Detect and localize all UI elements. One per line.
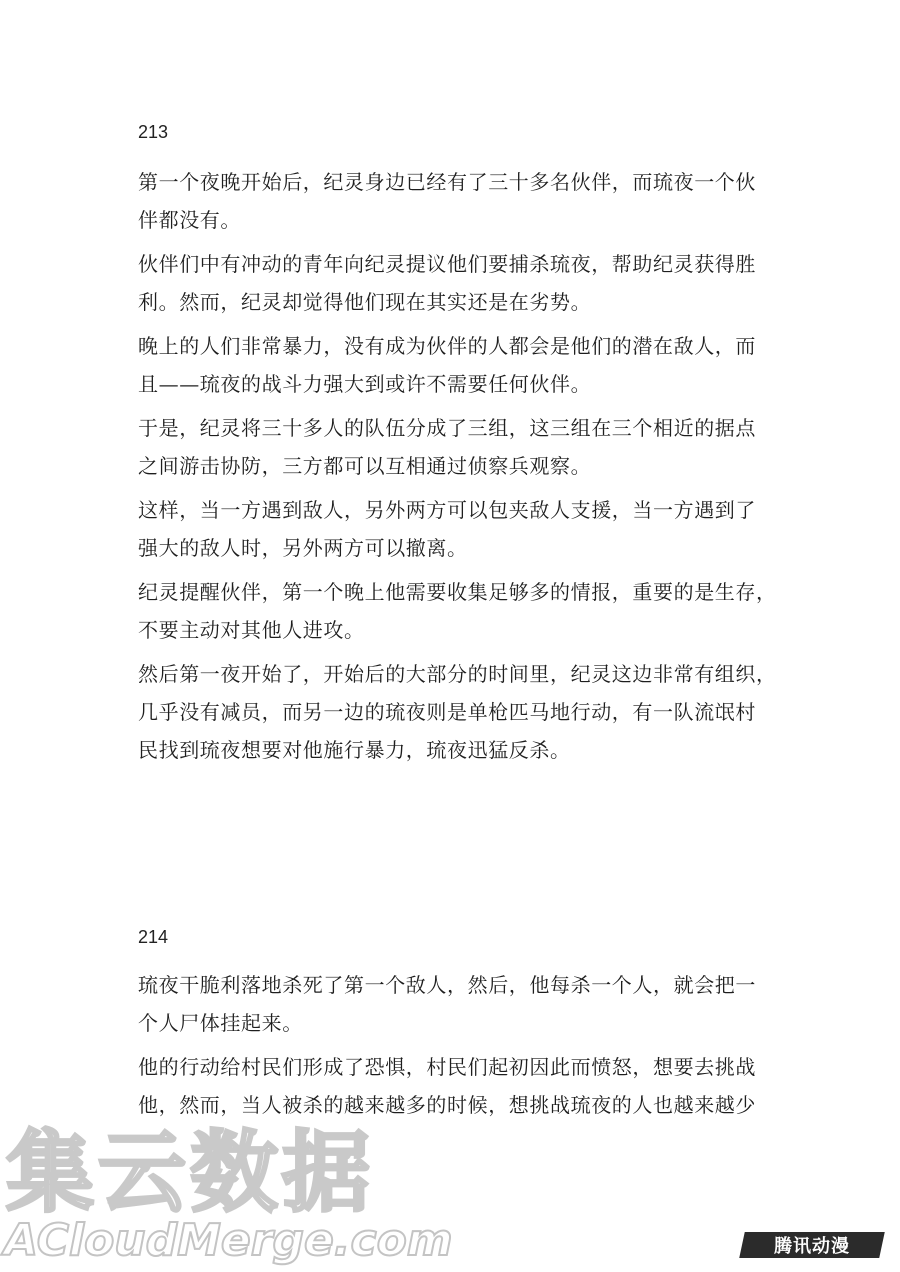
chapter-number: 214 (138, 927, 169, 947)
text-line: 纪灵提醒伙伴，第一个晚上他需要收集足够多的情报，重要的是生存， (138, 580, 777, 604)
text-line: 不要主动对其他人进攻。 (138, 618, 365, 642)
text-line: 他，然而，当人被杀的越来越多的时候，想挑战琉夜的人也越来越少 (138, 1093, 756, 1117)
watermark-logo (0, 1121, 453, 1272)
text-line: 之间游击协防，三方都可以互相通过侦察兵观察。 (138, 454, 592, 478)
text-line: 晚上的人们非常暴力，没有成为伙伴的人都会是他们的潜在敌人，而 (138, 334, 756, 358)
text-line: 伴都没有。 (138, 208, 241, 232)
paragraph (138, 327, 778, 403)
text-line: 然后第一夜开始了，开始后的大部分的时间里，纪灵这边非常有组织， (138, 662, 777, 686)
paragraph (138, 573, 778, 649)
paragraph (138, 655, 778, 769)
text-line: 于是，纪灵将三十多人的队伍分成了三组，这三组在三个相近的据点 (138, 416, 756, 440)
paragraph (138, 1048, 778, 1124)
text-line: 这样，当一方遇到敌人，另外两方可以包夹敌人支援，当一方遇到了 (138, 498, 756, 522)
paragraph (138, 491, 778, 567)
watermark-subtitle: ACloudMerge.com (4, 1215, 453, 1266)
paragraph (138, 245, 778, 321)
tencent-comic-logo-text: 腾讯动漫 (774, 1236, 850, 1257)
text-line: 伙伴们中有冲动的青年向纪灵提议他们要捕杀琉夜，帮助纪灵获得胜 (138, 252, 756, 276)
paragraph (138, 163, 778, 239)
text-line: 民找到琉夜想要对他施行暴力，琉夜迅猛反杀。 (138, 738, 571, 762)
chapter-section-213 (138, 121, 778, 769)
text-line: 第一个夜晚开始后，纪灵身边已经有了三十多名伙伴，而琉夜一个伙 (138, 170, 756, 194)
tencent-comic-logo (739, 1232, 885, 1258)
text-line: 且——琉夜的战斗力强大到或许不需要任何伙伴。 (138, 372, 592, 396)
chapter-section-214 (138, 926, 778, 1124)
text-line: 他的行动给村民们形成了恐惧，村民们起初因此而愤怒，想要去挑战 (138, 1055, 756, 1079)
chapter-number: 213 (138, 122, 169, 142)
watermark-title: 集云数据 (6, 1121, 375, 1224)
text-line: 琉夜干脆利落地杀死了第一个敌人，然后，他每杀一个人，就会把一 (138, 973, 756, 997)
text-line: 几乎没有减员，而另一边的琉夜则是单枪匹马地行动，有一队流氓村 (138, 700, 756, 724)
text-line: 强大的敌人时，另外两方可以撤离。 (138, 536, 468, 560)
paragraph (138, 966, 778, 1042)
paragraph (138, 409, 778, 485)
text-line: 个人尸体挂起来。 (138, 1011, 303, 1035)
text-line: 利。然而，纪灵却觉得他们现在其实还是在劣势。 (138, 290, 592, 314)
